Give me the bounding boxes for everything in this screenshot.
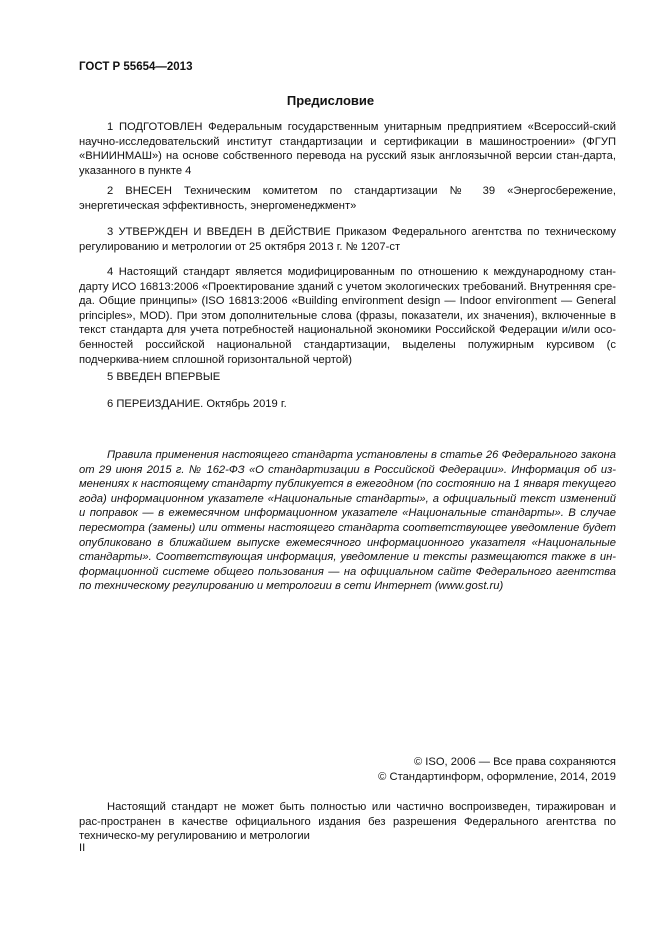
foreword-item-4 xyxy=(79,265,616,367)
standartinform-copyright: © Стандартинформ, оформление, 2014, 2019 xyxy=(378,770,616,783)
copyright-block xyxy=(378,755,616,785)
page-number: II xyxy=(79,842,86,854)
page-title: Предисловие xyxy=(286,93,375,108)
foreword-item-5 xyxy=(79,370,616,385)
document-id-header: ГОСТ Р 55654—2013 xyxy=(79,61,193,73)
foreword-item-text: 3 УТВЕРЖДЕН И ВВЕДЕН В ДЕЙСТВИЕ Приказом Федерального агентства по техническому регулированию и метрологии от 25 октября 2013 г. № 1207-ст xyxy=(79,226,616,253)
foreword-item-2 xyxy=(79,184,616,213)
reproduction-notice xyxy=(79,800,616,844)
foreword-item-3 xyxy=(79,225,616,254)
foreword-item-6 xyxy=(79,397,616,412)
foreword-item-1 xyxy=(79,120,616,178)
foreword-item-text: 5 ВВЕДЕН ВПЕРВЫЕ xyxy=(107,371,221,383)
foreword-item-text: 1 ПОДГОТОВЛЕН Федеральным государственным унитарным предприятием «Всероссий-ский научно-исследовательский институт стандартизации и сертификации в машиностроении» (ФГУП «ВНИИНМАШ») на основе собственного перевода на русский язык англоязычной версии стан-дарта, указанного в пункте 4 xyxy=(79,121,616,177)
foreword-item-text: 6 ПЕРЕИЗДАНИЕ. Октябрь 2019 г. xyxy=(107,398,287,410)
application-rules-notice xyxy=(79,448,616,594)
reproduction-text: Настоящий стандарт не может быть полностью или частично воспроизведен, тиражирован и рас-пространен в качестве официального издания без разрешения Федерального агентства по техническо-му регулированию и метрологии xyxy=(79,801,616,843)
iso-copyright: © ISO, 2006 — Все права сохраняются xyxy=(413,756,616,768)
foreword-item-text: 2 ВНЕСЕН Техническим комитетом по стандартизации № 39 «Энергосбережение, энергетическая эффективность, энергоменеджмент» xyxy=(79,185,616,212)
foreword-item-text: 4 Настоящий стандарт является модифицированным по отношению к международному стан-дарту ИСО 16813:2006 «Проектирование зданий с учетом экологических требований. Внутренняя сре-да. Общие принципы» (ISO 16813:2006 «Building environment design — Indoor environment — General principles», MOD). При этом дополнительные слова (фразы, показатели, их значения), включенные в текст стандарта для учета потребностей национальной экономики Российской Федерации и/или осо-бенностей российской национальной стандартизации, выделены полужирным курсивом (с подчеркива-нием сплошной горизонтальной чертой) xyxy=(79,266,616,366)
notice-text: Правила применения настоящего стандарта установлены в статье 26 Федерального закона от 29 июня 2015 г. № 162-ФЗ «О стандартизации в Российской Федерации». Информация об из-менениях к настоящему стандарту публикуется в ежегодном (по состоянию на 1 января текущего года) информационном указателе «Национальные стандарты», а официальный текст изменений и поправок — в ежемесячном информационном указателе «Национальные стандарты». В случае пересмотра (замены) или отмены настоящего стандарта соответствующее уведомление будет опубликовано в ближайшем выпуске ежемесячного информационного указателя «Национальные стандарты». Соответствующая информация, уведомление и тексты размещаются также в ин-формационной системе общего пользования — на официальном сайте Федерального агентства по техническому регулированию и метрологии в сети Интернет (www.gost.ru) xyxy=(79,449,616,593)
